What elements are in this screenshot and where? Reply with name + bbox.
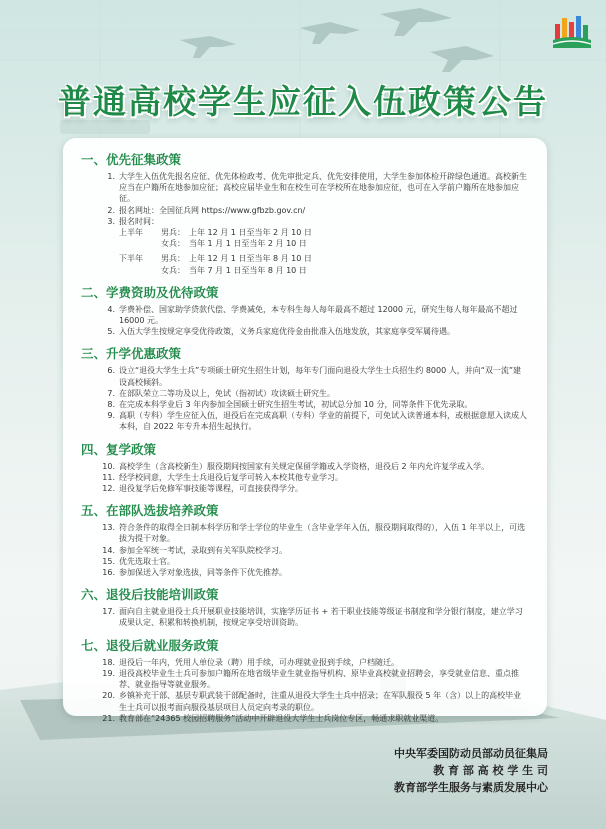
section-skills-training bbox=[81, 585, 527, 628]
list-item: 14. 参加全军统一考试，录取到有关军队院校学习。 bbox=[102, 545, 287, 555]
issuer-line: 教育部学生服务与素质发展中心 bbox=[394, 781, 548, 794]
list-item: 10. 高校学生（含高校新生）服役期间按国家有关规定保留学籍或入学资格，退役后 2 年内允许复学或入学。 bbox=[102, 461, 490, 471]
brand-logo bbox=[552, 14, 592, 50]
issuer-signature bbox=[394, 745, 548, 796]
section-resume-study bbox=[81, 440, 527, 495]
section-title: 三、升学优惠政策 bbox=[81, 346, 182, 362]
list-item: 13. 符合条件的取得全日制本科学历和学士学位的毕业生（含毕业学年入伍，服役期间取得的），入伍 1 年半以上，可选拔为提干对象。 bbox=[102, 523, 526, 544]
list-item: 4. 学费补偿、国家助学贷款代偿、学费减免，本专科生每人每年最高不超过 12000 元，研究生每人每年最高不超过 16000 元。 bbox=[107, 304, 518, 326]
section-selection-training bbox=[81, 501, 527, 578]
schedule-row: 女兵： 当年 7 月 1 日至当年 8 月 10 日 bbox=[161, 265, 307, 275]
schedule-row: 上半年 男兵： 上年 12 月 1 日至当年 2 月 10 日 bbox=[119, 228, 312, 238]
list-item: 21. 教育部在“24365 校园招聘服务”活动中开辟退役大学生士兵岗位专区，畅通求职就业渠道。 bbox=[102, 713, 444, 723]
list-item: 20. 乡镇补充干部、基层专职武装干部配备时，注重从退役大学生士兵中招录；在军队服役 5 年（含）以上的高校毕业生士兵可以报考面向服役基层项目人员定向考录的职位。 bbox=[102, 691, 522, 712]
issuer-line: 教 育 部 高 校 学 生 司 bbox=[433, 764, 548, 777]
section-employment-services bbox=[81, 636, 527, 724]
page-title: 普通高校学生应征入伍政策公告 bbox=[58, 82, 548, 121]
list-item: 7. 在部队荣立二等功及以上，免试（指初试）攻读硕士研究生。 bbox=[107, 388, 335, 398]
list-item: 15. 优先选取士官。 bbox=[102, 556, 175, 566]
section-title: 四、复学政策 bbox=[81, 441, 157, 457]
list-item: 17. 面向自主就业退役士兵开展职业技能培训，实施学历证书 + 若干职业技能等级证书制度和学分银行制度，建立学习成果认定、积累和转换机制，按规定享受培训资助。 bbox=[102, 607, 523, 628]
schedule-row: 下半年 男兵： 上年 12 月 1 日至当年 8 月 10 日 bbox=[119, 254, 312, 264]
list-item: 5. 入伍大学生按规定享受优待政策，义务兵家庭优待金由批准入伍地发放，其家庭享受军属待遇。 bbox=[107, 327, 455, 337]
section-title: 五、在部队选拔培养政策 bbox=[81, 503, 219, 519]
list-item: 11. 经学校同意，大学生士兵退役后复学可转入本校其他专业学习。 bbox=[102, 472, 343, 482]
list-item: 1. 大学生入伍优先报名应征、优先体检政考、优先审批定兵、优先安排使用，大学生参加体检开辟绿色通道。高校新生应当在户籍所在地参加应征；高校应届毕业生和在校生可在学校所在地参加应征，也可在入学前户籍所在地参加应征。 bbox=[107, 172, 527, 204]
section-title: 七、退役后就业服务政策 bbox=[81, 637, 219, 653]
schedule-row: 女兵： 当年 1 月 1 日至当年 2 月 10 日 bbox=[161, 239, 307, 249]
list-item: 3. 报名时间： bbox=[107, 216, 159, 226]
section-priority-recruitment bbox=[81, 150, 527, 276]
issuer-line: 中央军委国防动员部动员征集局 bbox=[394, 747, 548, 760]
section-title: 一、优先征集政策 bbox=[81, 152, 182, 167]
section-title: 二、学费资助及优待政策 bbox=[81, 284, 219, 300]
list-item: 19. 退役高校毕业生士兵可参加户籍所在地省级毕业生就业指导机构、原毕业高校就业招聘会，享受就业信息、重点推荐、就业指导等就业服务。 bbox=[102, 668, 519, 690]
list-item: 2. 报名网址：全国征兵网 https://www.gfbzb.gov.cn/ bbox=[107, 205, 306, 215]
section-tuition-aid bbox=[81, 283, 527, 338]
jet-silhouettes bbox=[180, 8, 494, 72]
policy-card bbox=[63, 138, 547, 723]
list-item: 9. 高职（专科）学生应征入伍，退役后在完成高职（专科）学业的前提下，可免试入读普通本科，或根据意愿入读成人本科，自 2022 年专升本招生起执行。 bbox=[107, 411, 527, 432]
section-further-study bbox=[81, 344, 527, 432]
list-item: 16. 参加保送入学对象选拔，同等条件下优先推荐。 bbox=[102, 568, 287, 578]
list-item: 18. 退役后一年内，凭用人单位录（聘）用手续，可办理就业报到手续，户档随迁。 bbox=[102, 657, 399, 667]
section-title: 六、退役后技能培训政策 bbox=[81, 587, 219, 603]
list-item: 12. 退役复学后免修军事技能等课程，可直接获得学分。 bbox=[102, 484, 303, 494]
list-item: 6. 设立“退役大学生士兵”专项硕士研究生招生计划，每年专门面向退役大学生士兵招生约 8000 人，并向“双一流”建设高校倾斜。 bbox=[107, 366, 522, 387]
list-item: 8. 在完成本科学业后 3 年内参加全国硕士研究生招生考试，初试总分加 10 分，同等条件下优先录取。 bbox=[107, 400, 473, 410]
registration-schedule bbox=[81, 227, 527, 276]
